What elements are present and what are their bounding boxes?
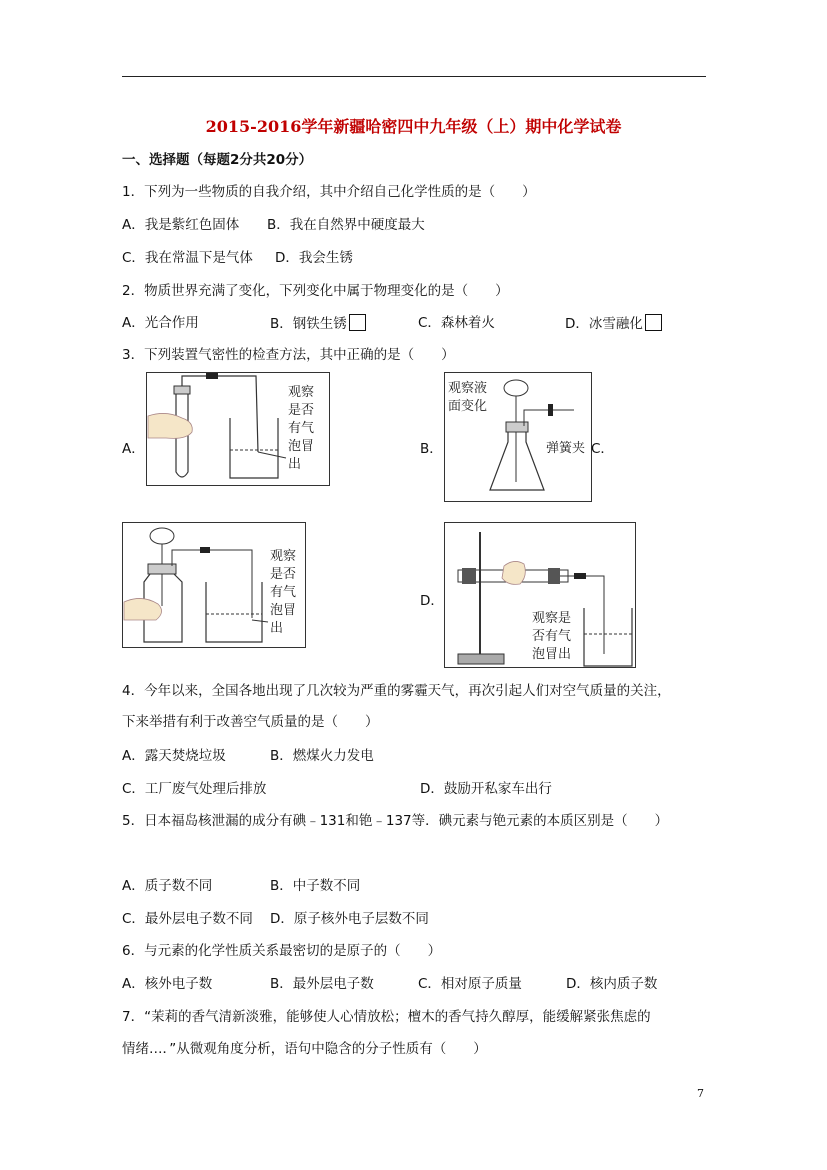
q4-stem-line2: 下来举措有利于改善空气质量的是（ ）: [122, 714, 379, 730]
q4-option-c: C．工厂废气处理后排放: [122, 781, 267, 797]
q6-option-c: C．相对原子质量: [418, 976, 522, 992]
fig-a-label-5: 出: [288, 457, 302, 472]
q1-option-c: C．我在常温下是气体: [122, 250, 253, 266]
fig-c-label-4: 泡冒: [270, 603, 297, 618]
fig-d-label-2: 否有气: [532, 629, 572, 644]
fig-c-label-3: 有气: [270, 585, 297, 600]
missing-image-box: [645, 314, 662, 331]
fig-b-label-1: 观察液: [448, 381, 488, 396]
q5-option-b: B．中子数不同: [270, 878, 361, 894]
fig-a-label-1: 观察: [288, 385, 315, 400]
q2-option-d: [565, 314, 662, 333]
q3-option-c: C．: [591, 441, 614, 457]
q4-option-a: A．露天焚烧垃圾: [122, 748, 226, 764]
page-number: 7: [697, 1087, 704, 1100]
q6-option-b: B．最外层电子数: [270, 976, 374, 992]
q3-option-b: B．: [420, 441, 443, 457]
q1-option-a: A．我是紫红色固体: [122, 217, 240, 233]
figure-a-test-tube-apparatus: [146, 372, 330, 486]
fig-b-clip-label: 弹簧夹: [546, 441, 586, 456]
fig-d-label-3: 泡冒出: [532, 647, 572, 662]
figure-c-bottle-apparatus: [122, 522, 306, 648]
q6-stem: 6．与元素的化学性质关系最密切的是原子的（ ）: [122, 943, 442, 959]
q7-stem-line1: 7．“茉莉的香气清新淡雅，能够使人心情放松；檀木的香气持久醇厚，能缓解紧张焦虑的: [122, 1009, 651, 1025]
q2-option-b-text: B．钢铁生锈: [270, 316, 347, 332]
q2-option-d-text: D．冰雪融化: [565, 316, 643, 332]
q2-option-a: A．光合作用: [122, 315, 199, 331]
fig-a-label-3: 有气: [288, 421, 315, 436]
fig-a-label-2: 是否: [288, 403, 315, 418]
q4-option-d: D．鼓励开私家车出行: [420, 781, 552, 797]
q5-option-a: A．质子数不同: [122, 878, 213, 894]
q2-stem: 2．物质世界充满了变化，下列变化中属于物理变化的是（ ）: [122, 283, 509, 299]
figure-b-flask-apparatus: [444, 372, 592, 502]
q1-option-d: D．我会生锈: [275, 250, 353, 266]
fig-b-label-2: 面变化: [448, 399, 488, 414]
section-heading: 一、选择题（每题2分共20分）: [122, 152, 313, 168]
q6-option-a: A．核外电子数: [122, 976, 213, 992]
figure-d-stand-apparatus: [444, 522, 636, 668]
missing-image-box: [349, 314, 366, 331]
fig-c-label-5: 出: [270, 621, 284, 636]
header-rule: [122, 76, 706, 77]
q5-option-d: D．原子核外电子层数不同: [270, 911, 429, 927]
q5-stem: 5．日本福岛核泄漏的成分有碘﹣131和铯﹣137等．碘元素与铯元素的本质区别是（ ）: [122, 813, 669, 829]
q2-option-b: [270, 314, 366, 333]
q5-option-c: C．最外层电子数不同: [122, 911, 253, 927]
fig-c-label-2: 是否: [270, 567, 297, 582]
q3-option-a: A．: [122, 441, 145, 457]
q1-stem: 1．下列为一些物质的自我介绍，其中介绍自己化学性质的是（ ）: [122, 184, 536, 200]
q4-option-b: B．燃煤火力发电: [270, 748, 374, 764]
fig-d-label-1: 观察是: [532, 611, 572, 626]
q4-stem-line1: 4．今年以来，全国各地出现了几次较为严重的雾霾天气，再次引起人们对空气质量的关注，: [122, 683, 671, 699]
fig-c-label-1: 观察: [270, 549, 297, 564]
q3-option-d: D．: [420, 593, 444, 609]
q7-stem-line2: 情绪…．”从微观角度分析，语句中隐含的分子性质有（ ）: [122, 1041, 487, 1057]
q1-option-b: B．我在自然界中硬度最大: [267, 217, 425, 233]
q6-option-d: D．核内质子数: [566, 976, 658, 992]
q2-option-c: C．森林着火: [418, 315, 495, 331]
q3-stem: 3．下列装置气密性的检查方法，其中正确的是（ ）: [122, 347, 455, 363]
fig-a-label-4: 泡冒: [288, 439, 315, 454]
page-title: 2015-2016学年新疆哈密四中九年级（上）期中化学试卷: [205, 117, 622, 136]
